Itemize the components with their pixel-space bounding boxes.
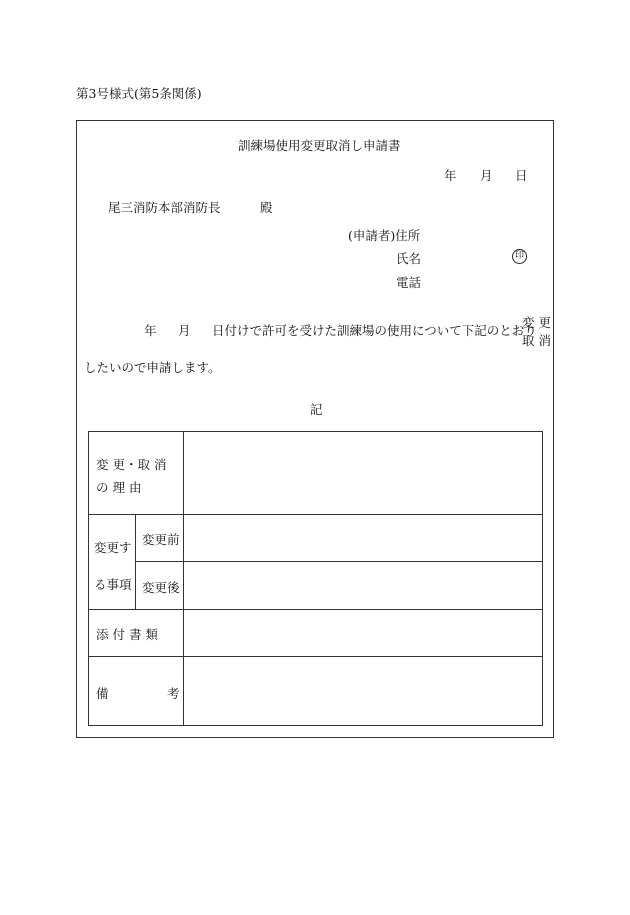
date-year-label: 年: [444, 168, 457, 183]
change-items-bottom: る事項: [94, 577, 132, 592]
remarks-label-right: 考: [167, 686, 180, 701]
reason-label-top: 変 更・取 消: [96, 457, 167, 472]
form-title: 訓練場使用変更取消し申請書: [238, 138, 401, 153]
row-divider: [89, 656, 542, 657]
applicant-address-label: (申請者)住所: [348, 228, 421, 243]
date-month-label: 月: [480, 168, 493, 183]
row-divider: [135, 561, 542, 562]
label-column-divider: [183, 432, 184, 725]
change-items-top: 変更す: [94, 540, 132, 555]
seal-mark: 印: [512, 249, 527, 264]
addressee-name: 尾三消防本部消防長: [108, 200, 221, 215]
attachments-label: 添 付 書 類: [96, 627, 158, 642]
row-divider: [89, 609, 542, 610]
date-day-label: 日: [515, 168, 528, 183]
form-number: 第3号様式(第5条関係): [76, 86, 202, 101]
choice-cancel: 取 消: [522, 333, 551, 348]
remarks-label-left: 備: [96, 686, 109, 701]
applicant-name-label: 氏名: [396, 251, 422, 266]
reason-label-bottom: の 理 由: [96, 480, 142, 495]
body-statement: 日付けで許可を受けた訓練場の使用について下記のとおり: [212, 323, 537, 338]
applicant-phone-label: 電話: [396, 275, 422, 290]
before-change-label: 変更前: [142, 532, 180, 547]
ki-heading: 記: [310, 402, 323, 417]
after-change-label: 変更後: [142, 580, 180, 595]
body-year-label: 年: [144, 323, 157, 338]
body-month-label: 月: [178, 323, 191, 338]
addressee-honorific: 殿: [260, 200, 273, 215]
body-statement-line2: したいので申請します。: [84, 360, 221, 375]
choice-change: 変 更: [522, 315, 551, 330]
change-items-divider: [135, 514, 136, 609]
row-divider: [89, 514, 542, 515]
